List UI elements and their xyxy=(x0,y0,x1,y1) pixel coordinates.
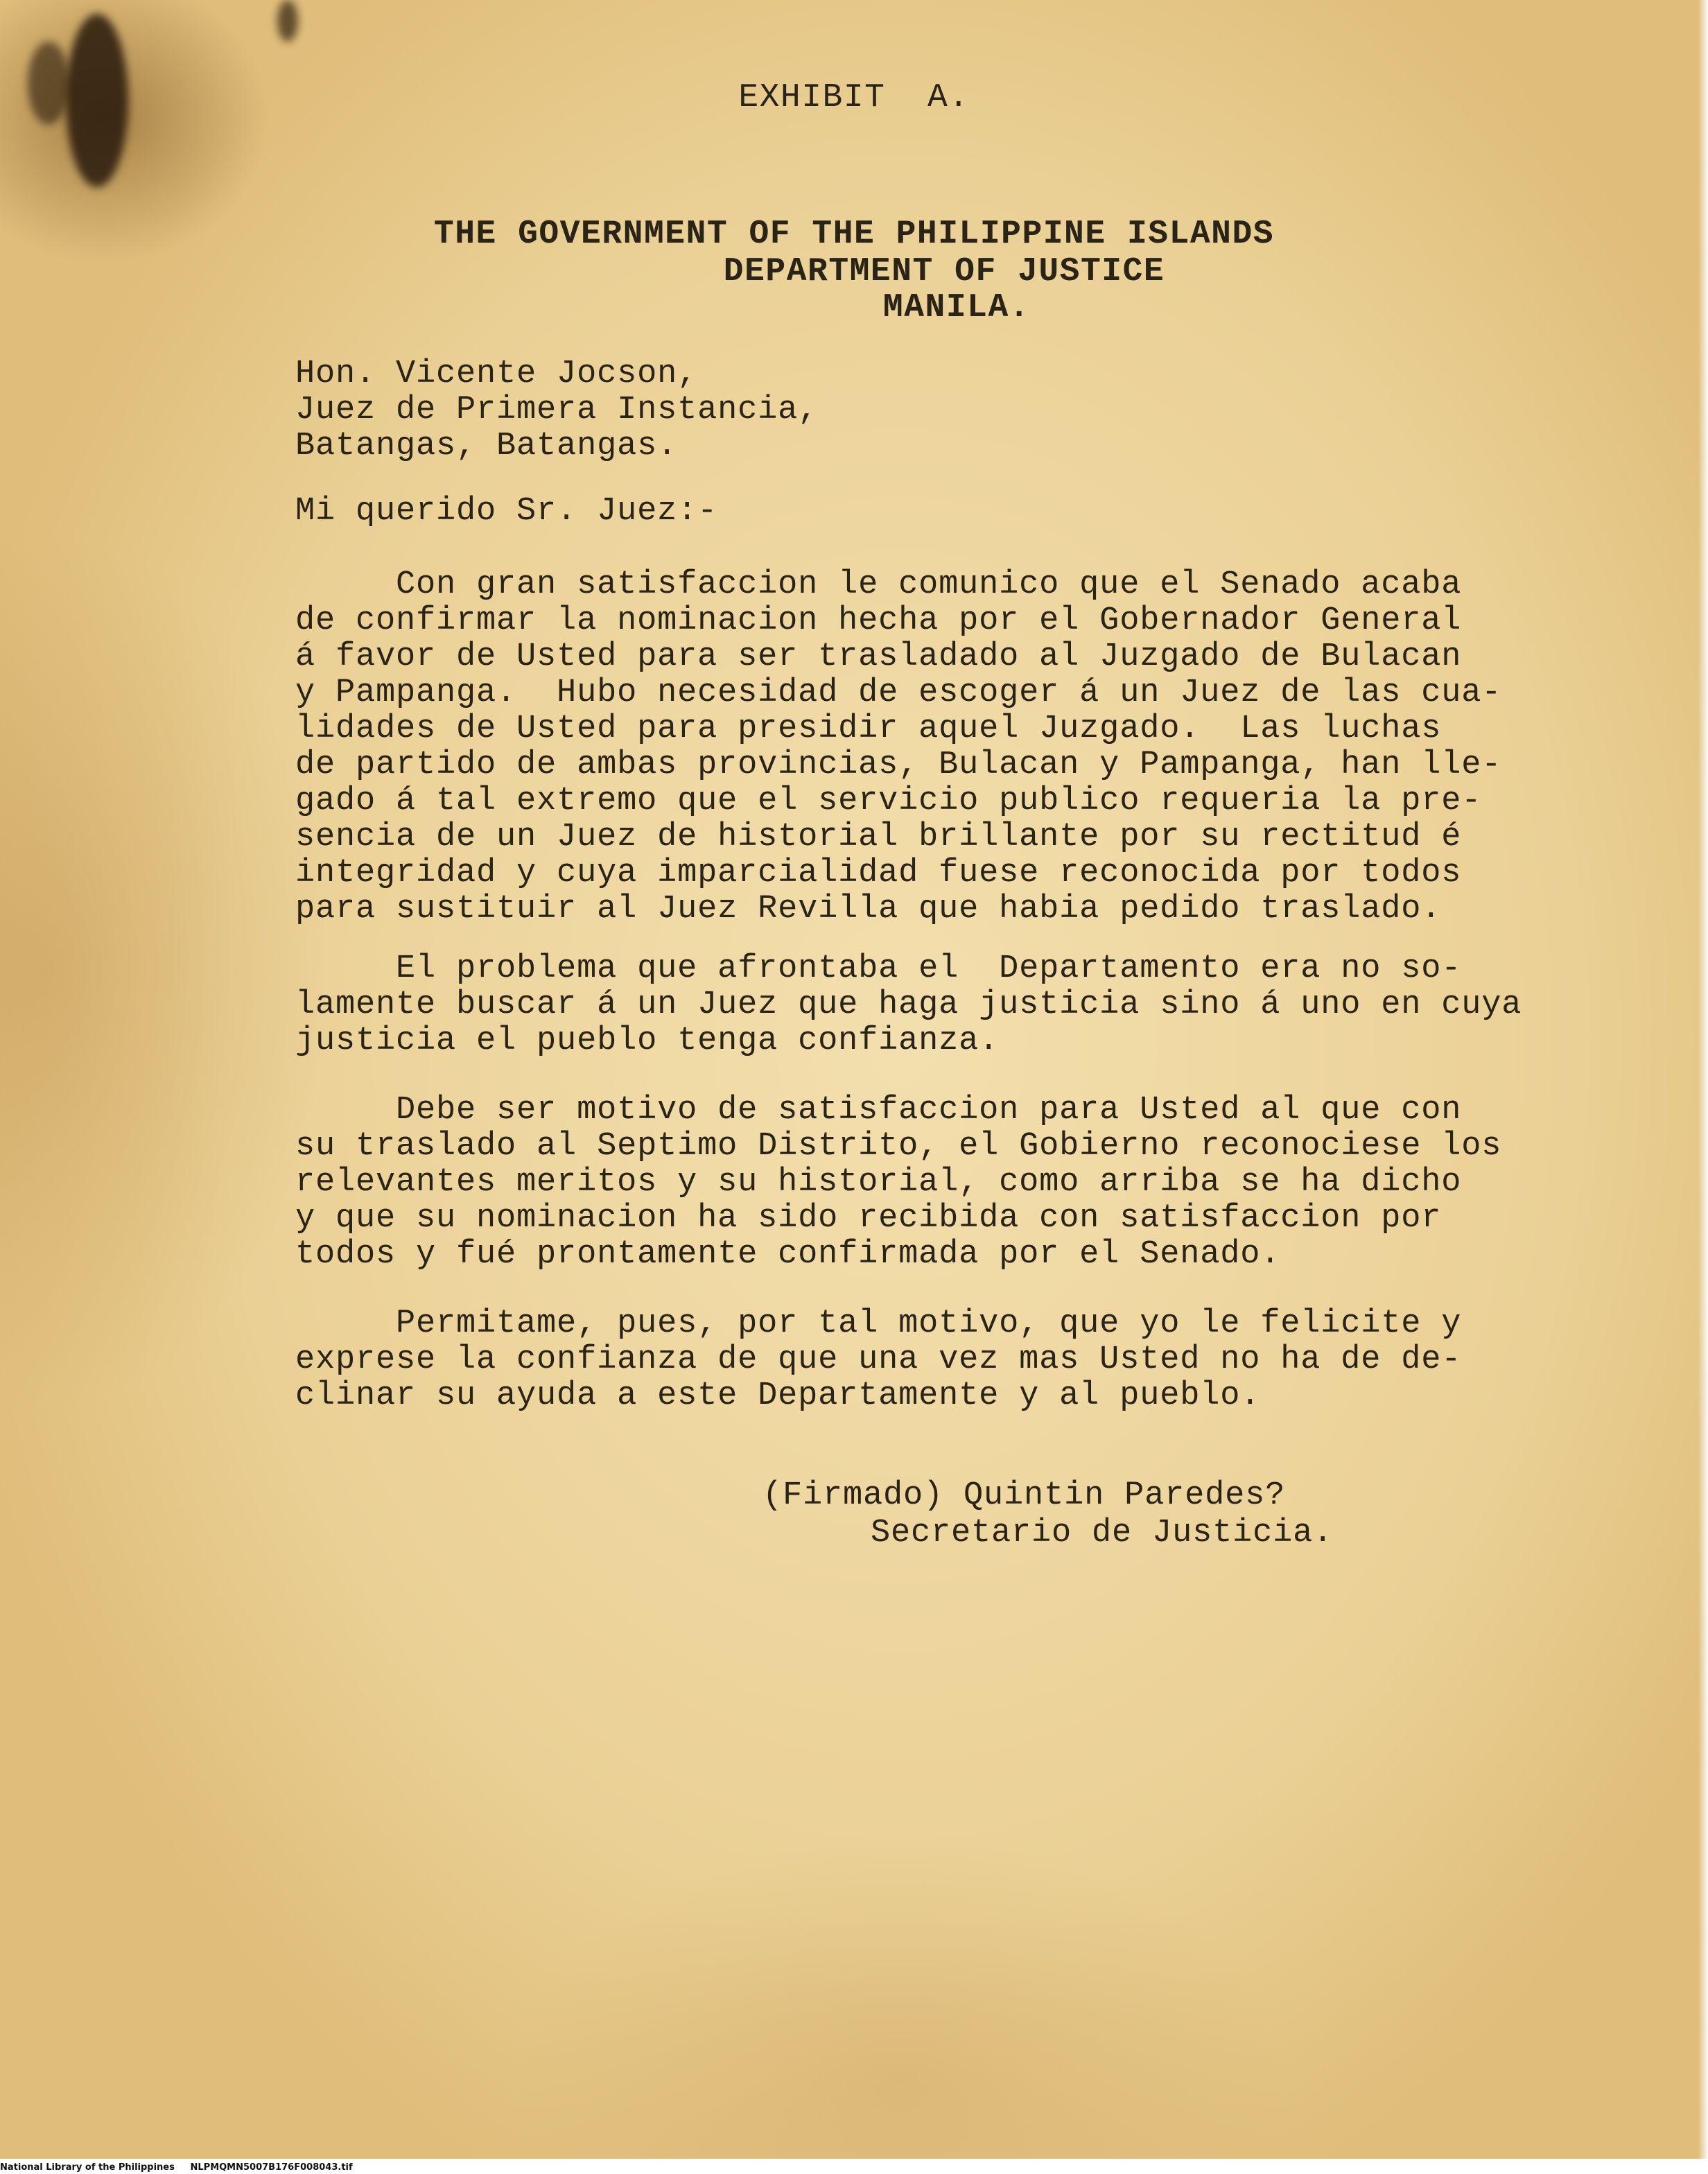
paragraph-line: integridad y cuya imparcialidad fuese reconocida por todos xyxy=(295,855,1462,892)
salutation: Mi querido Sr. Juez:- xyxy=(295,493,718,530)
paragraph-line: gado á tal extremo que el servicio publico requeria la pre- xyxy=(295,783,1482,819)
paragraph-line: relevantes meritos y su historial, como arriba se ha dicho xyxy=(295,1164,1462,1201)
letterhead-department: DEPARTMENT OF JUSTICE xyxy=(723,253,1165,290)
paragraph-line: de partido de ambas provincias, Bulacan y Pampanga, han lle- xyxy=(295,747,1502,783)
ink-stain-top xyxy=(277,0,298,42)
paragraph-line: El problema que afrontaba el Departamento era no so- xyxy=(295,950,1462,987)
paragraph-line: á favor de Usted para ser trasladado al Juzgado de Bulacan xyxy=(295,638,1462,675)
paragraph-line: exprese la confianza de que una vez mas Usted no ha de de- xyxy=(295,1341,1462,1378)
paragraph-line: su traslado al Septimo Distrito, el Gobierno reconociese los xyxy=(295,1128,1502,1165)
paragraph-line: y Pampanga. Hubo necesidad de escoger á un Juez de las cua- xyxy=(295,675,1502,711)
paragraph-line: Debe ser motivo de satisfaccion para Usted al que con xyxy=(295,1092,1462,1129)
signature-title: Secretario de Justicia. xyxy=(871,1515,1334,1551)
footer-file-id: NLPMQMN5007B176F008043.tif xyxy=(190,2162,353,2173)
addressee-location: Batangas, Batangas. xyxy=(295,428,678,464)
letterhead-government: THE GOVERNMENT OF THE PHILIPPINE ISLANDS xyxy=(433,216,1275,253)
page-edge xyxy=(1698,0,1708,2174)
paragraph-line: y que su nominacion ha sido recibida con satisfaccion por xyxy=(295,1200,1442,1237)
exhibit-label: EXHIBIT A. xyxy=(738,79,970,116)
paragraph-line: clinar su ayuda a este Departamente y al pueblo. xyxy=(295,1377,1261,1414)
signature-name: (Firmado) Quintin Paredes? xyxy=(762,1477,1286,1514)
footer-archive: National Library of the Philippines xyxy=(0,2162,175,2173)
addressee-title: Juez de Primera Instancia, xyxy=(295,392,819,428)
paragraph-line: lamente buscar á un Juez que haga justicia sino á uno en cuya xyxy=(295,986,1522,1023)
paragraph-line: todos y fué prontamente confirmada por el Senado. xyxy=(295,1236,1281,1273)
footer-strip xyxy=(0,2159,1708,2174)
paragraph-line: Con gran satisfaccion le comunico que el Senado acaba xyxy=(295,566,1462,603)
footer-caption xyxy=(0,2162,353,2173)
paragraph-line: justicia el pueblo tenga confianza. xyxy=(295,1023,1000,1059)
letterhead-city: MANILA. xyxy=(882,289,1031,327)
paragraph-line: de confirmar la nominacion hecha por el Gobernador General xyxy=(295,602,1462,639)
addressee-name: Hon. Vicente Jocson, xyxy=(295,356,698,392)
paragraph-line: sencia de un Juez de historial brillante por su rectitud é xyxy=(295,819,1462,855)
paragraph-line: lidades de Usted para presidir aquel Juzgado. Las luchas xyxy=(295,711,1442,747)
paragraph-line: Permitame, pues, por tal motivo, que yo le felicite y xyxy=(295,1305,1462,1342)
paragraph-line: para sustituir al Juez Revilla que habia pedido traslado. xyxy=(295,891,1442,928)
